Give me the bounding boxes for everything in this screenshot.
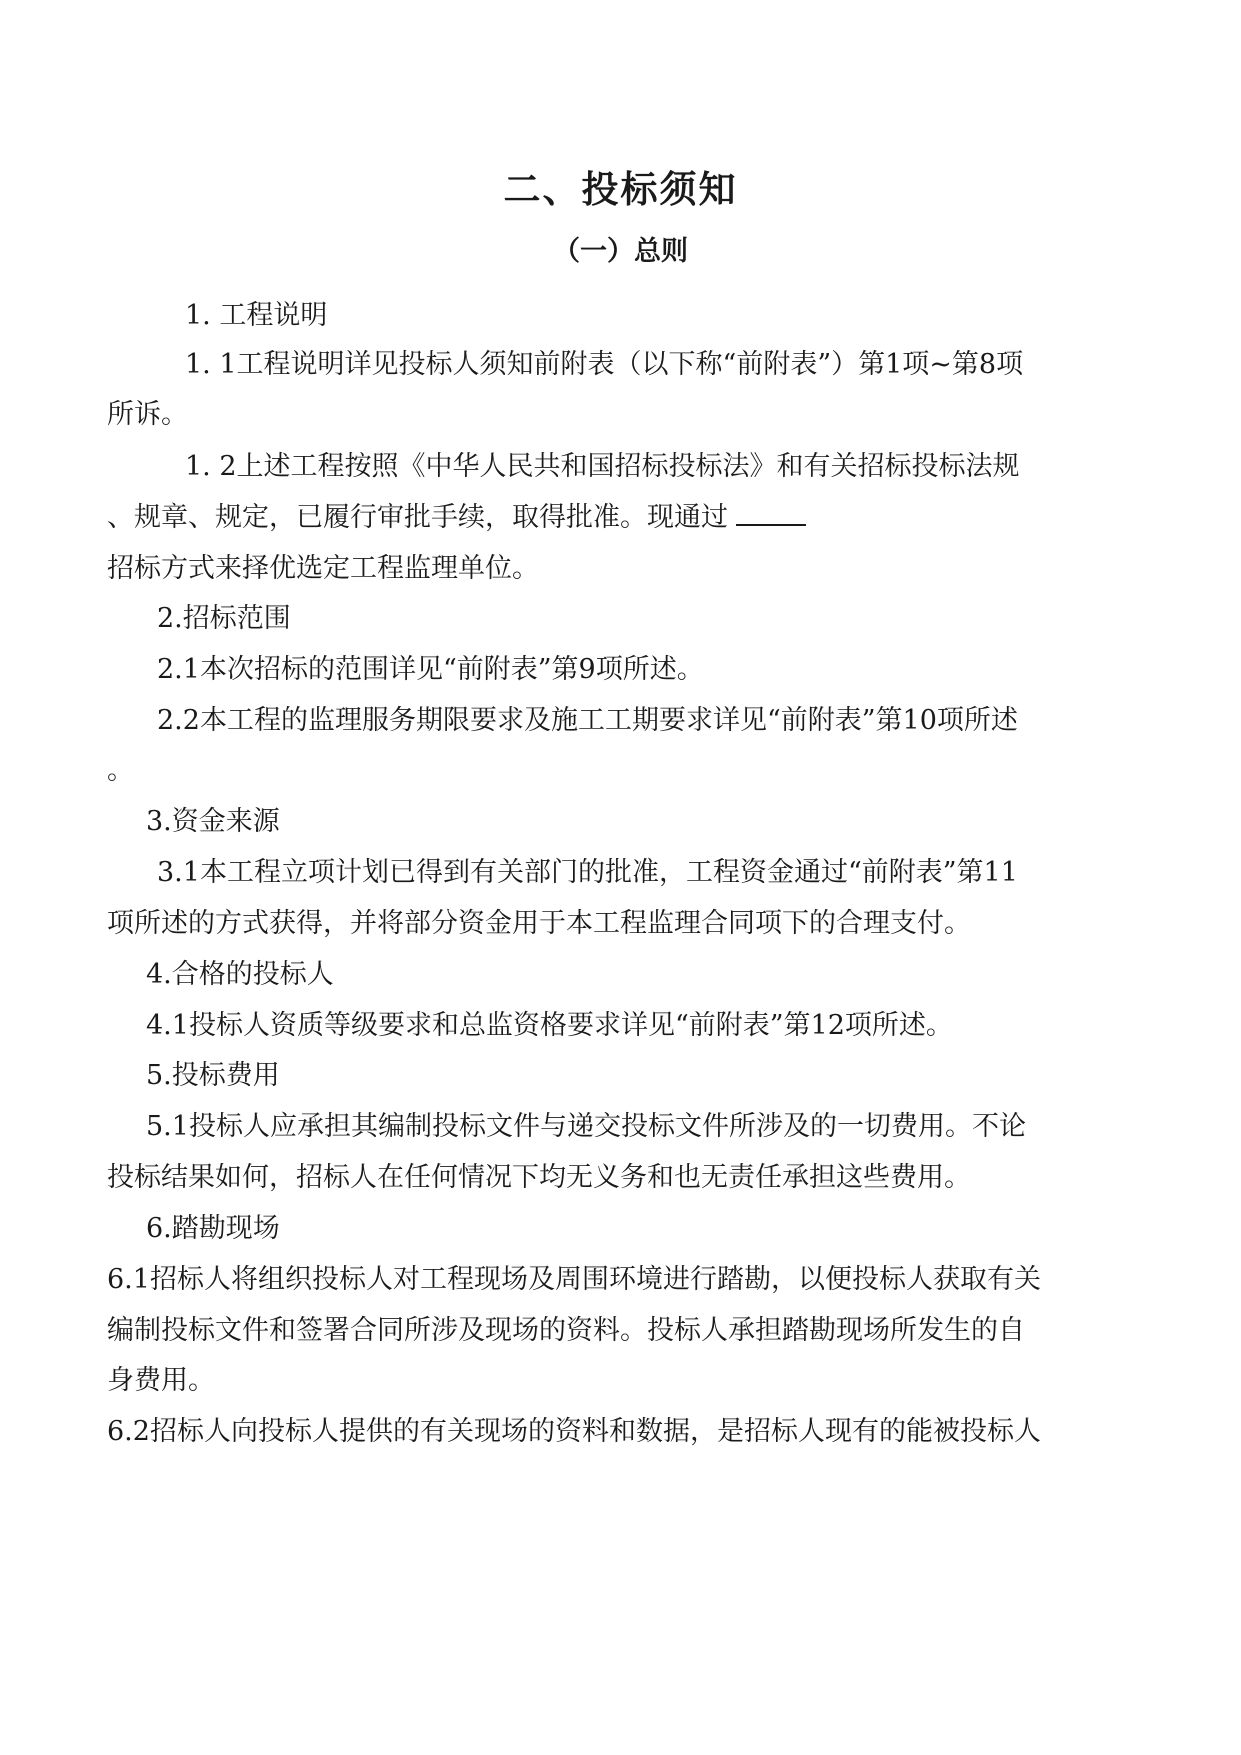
paragraph-3-1-line-2: 项所述的方式获得，并将部分资金用于本工程监理合同项下的合理支付。	[107, 908, 971, 939]
heading-5-bidding-costs: 5.投标费用	[146, 1060, 280, 1091]
heading-1-project-description: 1. 工程说明	[185, 300, 328, 331]
page-title: 二、投标须知	[503, 168, 738, 211]
fill-in-blank	[736, 498, 806, 526]
paragraph-6-1-line-2: 编制投标文件和签署合同所涉及现场的资料。投标人承担踏勘现场所发生的自	[107, 1315, 1025, 1346]
paragraph-1-2-line-1: 1. 2上述工程按照《中华人民共和国招标投标法》和有关招标投标法规	[185, 451, 1020, 482]
paragraph-6-1-line-1: 6.1招标人将组织投标人对工程现场及周围环境进行踏勘，以便投标人获取有关	[107, 1264, 1041, 1295]
paragraph-2-1: 2.1本次招标的范围详见“前附表”第9项所述。	[157, 654, 704, 685]
paragraph-2-2-line-2: 。	[107, 755, 134, 786]
paragraph-6-2-line-1: 6.2招标人向投标人提供的有关现场的资料和数据，是招标人现有的能被投标人	[107, 1416, 1041, 1447]
paragraph-1-1-line-1: 1. 1工程说明详见投标人须知前附表（以下称“前附表”）第1项~第8项	[185, 349, 1024, 380]
heading-2-bidding-scope: 2.招标范围	[157, 603, 291, 634]
paragraph-3-1-line-1: 3.1本工程立项计划已得到有关部门的批准，工程资金通过“前附表”第11	[157, 857, 1018, 888]
heading-4-qualified-bidder: 4.合格的投标人	[146, 959, 334, 990]
heading-6-site-inspection: 6.踏勘现场	[146, 1213, 280, 1244]
paragraph-4-1: 4.1投标人资质等级要求和总监资格要求详见“前附表”第12项所述。	[146, 1010, 953, 1041]
heading-3-funding-source: 3.资金来源	[146, 806, 280, 837]
paragraph-1-1-line-2: 所诉。	[107, 399, 188, 430]
paragraph-1-2-line-2	[107, 498, 806, 538]
section-heading: （一）总则	[553, 236, 688, 267]
paragraph-5-1-line-1: 5.1投标人应承担其编制投标文件与递交投标文件所涉及的一切费用。不论	[146, 1111, 1026, 1142]
paragraph-1-2-line-3: 招标方式来择优选定工程监理单位。	[107, 553, 539, 584]
paragraph-6-1-line-3: 身费用。	[107, 1365, 215, 1396]
paragraph-1-2-line-2-text: 、规章、规定，已履行审批手续，取得批准。现通过	[107, 502, 728, 533]
paragraph-5-1-line-2: 投标结果如何，招标人在任何情况下均无义务和也无责任承担这些费用。	[107, 1162, 971, 1193]
paragraph-2-2-line-1: 2.2本工程的监理服务期限要求及施工工期要求详见“前附表”第10项所述	[157, 705, 1018, 736]
